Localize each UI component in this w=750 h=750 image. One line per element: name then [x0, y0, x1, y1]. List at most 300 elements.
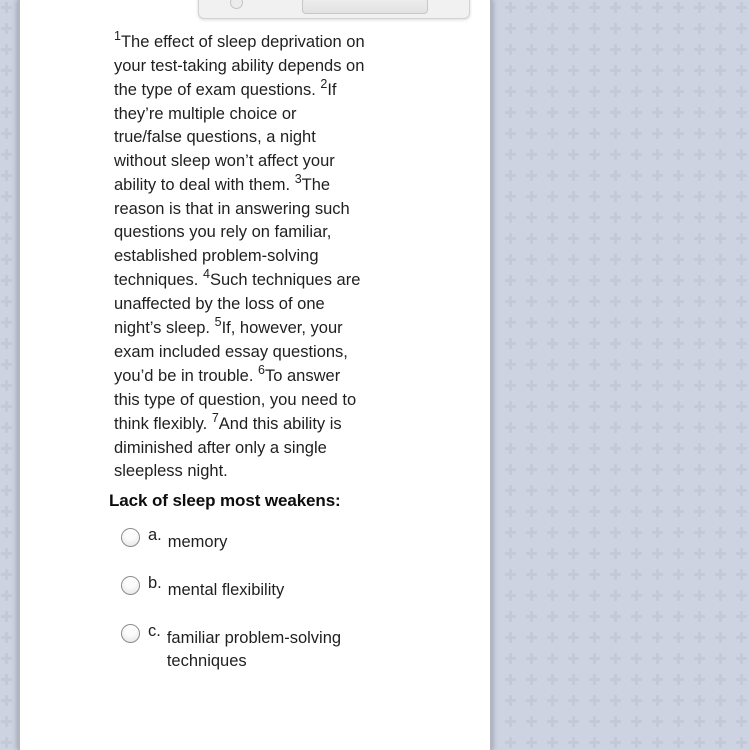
plus-pattern-dot — [547, 2, 558, 13]
plus-pattern-dot — [610, 170, 621, 181]
plus-pattern-dot — [505, 569, 516, 580]
plus-pattern-dot — [736, 401, 747, 412]
plus-pattern-dot — [694, 65, 705, 76]
plus-pattern-dot — [505, 275, 516, 286]
plus-pattern-dot — [526, 443, 537, 454]
plus-pattern-dot — [715, 317, 726, 328]
plus-pattern-dot — [715, 401, 726, 412]
plus-pattern-dot — [568, 695, 579, 706]
plus-pattern-dot — [547, 653, 558, 664]
plus-pattern-dot — [547, 611, 558, 622]
plus-pattern-dot — [652, 128, 663, 139]
plus-pattern-dot — [589, 212, 600, 223]
plus-pattern-dot — [505, 590, 516, 601]
plus-pattern-dot — [505, 338, 516, 349]
plus-pattern-dot — [694, 44, 705, 55]
plus-pattern-dot — [547, 254, 558, 265]
option-row[interactable] — [109, 573, 409, 599]
plus-pattern-dot — [694, 590, 705, 601]
plus-pattern-dot — [736, 443, 747, 454]
plus-pattern-dot — [673, 191, 684, 202]
plus-pattern-dot — [1, 254, 12, 265]
reading-passage — [114, 30, 367, 484]
sentence-number: 3 — [294, 172, 302, 186]
plus-pattern-dot — [547, 695, 558, 706]
plus-pattern-dot — [589, 401, 600, 412]
plus-pattern-dot — [736, 506, 747, 517]
plus-pattern-dot — [1, 233, 12, 244]
plus-pattern-dot — [526, 653, 537, 664]
plus-pattern-dot — [652, 233, 663, 244]
plus-pattern-dot — [568, 338, 579, 349]
plus-pattern-dot — [610, 296, 621, 307]
plus-pattern-dot — [589, 632, 600, 643]
plus-pattern-dot — [631, 275, 642, 286]
plus-pattern-dot — [568, 401, 579, 412]
plus-pattern-dot — [736, 2, 747, 13]
plus-pattern-dot — [1, 548, 12, 559]
plus-pattern-dot — [568, 632, 579, 643]
plus-pattern-dot — [652, 107, 663, 118]
plus-pattern-dot — [568, 716, 579, 727]
plus-pattern-dot — [694, 233, 705, 244]
sentence-number: 1 — [114, 29, 121, 43]
sentence-number: 6 — [258, 363, 265, 377]
plus-pattern-dot — [589, 149, 600, 160]
plus-pattern-dot — [736, 422, 747, 433]
plus-pattern-dot — [1, 128, 12, 139]
plus-pattern-dot — [610, 506, 621, 517]
plus-pattern-dot — [631, 128, 642, 139]
plus-pattern-dot — [547, 275, 558, 286]
plus-pattern-dot — [589, 506, 600, 517]
plus-pattern-dot — [547, 170, 558, 181]
plus-pattern-dot — [589, 548, 600, 559]
plus-pattern-dot — [736, 632, 747, 643]
plus-pattern-dot — [1, 590, 12, 601]
plus-pattern-dot — [652, 590, 663, 601]
plus-pattern-dot — [1, 506, 12, 517]
plus-pattern-dot — [1, 191, 12, 202]
plus-pattern-dot — [610, 128, 621, 139]
plus-pattern-dot — [631, 317, 642, 328]
plus-pattern-dot — [526, 86, 537, 97]
plus-pattern-dot — [589, 317, 600, 328]
plus-pattern-dot — [631, 737, 642, 748]
plus-pattern-dot — [673, 233, 684, 244]
plus-pattern-dot — [610, 65, 621, 76]
plus-pattern-dot — [589, 233, 600, 244]
plus-pattern-dot — [568, 422, 579, 433]
plus-pattern-dot — [673, 44, 684, 55]
plus-pattern-dot — [526, 107, 537, 118]
plus-pattern-dot — [715, 296, 726, 307]
sentence-text: If, however, your exam included essay questions, you’d be in trouble. — [114, 319, 348, 385]
sentence-number: 5 — [214, 315, 222, 329]
plus-pattern-dot — [589, 674, 600, 685]
plus-pattern-dot — [631, 296, 642, 307]
plus-pattern-dot — [736, 695, 747, 706]
sentence-number: 4 — [203, 267, 210, 281]
plus-pattern-dot — [505, 359, 516, 370]
plus-pattern-dot — [568, 590, 579, 601]
plus-pattern-dot — [631, 380, 642, 391]
plus-pattern-dot — [736, 338, 747, 349]
plus-pattern-dot — [505, 170, 516, 181]
plus-pattern-dot — [736, 65, 747, 76]
plus-pattern-dot — [631, 653, 642, 664]
plus-pattern-dot — [673, 170, 684, 181]
plus-pattern-dot — [610, 611, 621, 622]
plus-pattern-dot — [694, 674, 705, 685]
plus-pattern-dot — [652, 632, 663, 643]
plus-pattern-dot — [694, 464, 705, 475]
plus-pattern-dot — [694, 401, 705, 412]
plus-pattern-dot — [505, 233, 516, 244]
plus-pattern-dot — [547, 590, 558, 601]
plus-pattern-dot — [694, 212, 705, 223]
plus-pattern-dot — [589, 44, 600, 55]
plus-pattern-dot — [1, 716, 12, 727]
option-radio[interactable] — [121, 576, 140, 595]
plus-pattern-dot — [610, 359, 621, 370]
plus-pattern-dot — [1, 2, 12, 13]
plus-pattern-dot — [694, 254, 705, 265]
plus-pattern-dot — [715, 674, 726, 685]
plus-pattern-dot — [652, 23, 663, 34]
plus-pattern-dot — [547, 44, 558, 55]
plus-pattern-dot — [547, 716, 558, 727]
plus-pattern-dot — [526, 485, 537, 496]
plus-pattern-dot — [715, 23, 726, 34]
plus-pattern-dot — [694, 506, 705, 517]
plus-pattern-dot — [1, 422, 12, 433]
plus-pattern-dot — [715, 128, 726, 139]
plus-pattern-dot — [526, 716, 537, 727]
plus-pattern-dot — [568, 149, 579, 160]
plus-pattern-dot — [631, 590, 642, 601]
plus-pattern-dot — [715, 485, 726, 496]
plus-pattern-dot — [673, 737, 684, 748]
plus-pattern-dot — [526, 380, 537, 391]
plus-pattern-dot — [526, 2, 537, 13]
plus-pattern-dot — [610, 254, 621, 265]
plus-pattern-dot — [1, 65, 12, 76]
plus-pattern-dot — [505, 149, 516, 160]
plus-pattern-dot — [568, 296, 579, 307]
sentence-text: And this ability is diminished after only a single sleepless night. — [114, 415, 342, 480]
plus-pattern-dot — [736, 380, 747, 391]
plus-pattern-dot — [589, 569, 600, 580]
plus-pattern-dot — [505, 443, 516, 454]
plus-pattern-dot — [568, 65, 579, 76]
plus-pattern-dot — [673, 590, 684, 601]
option-letter: c. — [148, 621, 161, 640]
plus-pattern-dot — [715, 653, 726, 664]
plus-pattern-dot — [547, 359, 558, 370]
plus-pattern-dot — [610, 44, 621, 55]
plus-pattern-dot — [736, 590, 747, 601]
plus-pattern-dot — [526, 23, 537, 34]
plus-pattern-dot — [610, 191, 621, 202]
plus-pattern-dot — [568, 212, 579, 223]
plus-pattern-dot — [568, 191, 579, 202]
sentence-number: 7 — [211, 411, 219, 425]
plus-pattern-dot — [505, 716, 516, 727]
plus-pattern-dot — [526, 359, 537, 370]
question-prompt: Lack of sleep most weakens: — [109, 490, 341, 510]
plus-pattern-dot — [715, 611, 726, 622]
plus-pattern-dot — [547, 422, 558, 433]
plus-pattern-dot — [1, 611, 12, 622]
plus-pattern-dot — [631, 233, 642, 244]
plus-pattern-dot — [610, 695, 621, 706]
plus-pattern-dot — [736, 275, 747, 286]
plus-pattern-dot — [1, 380, 12, 391]
plus-pattern-dot — [505, 191, 516, 202]
plus-pattern-dot — [547, 632, 558, 643]
plus-pattern-dot — [631, 569, 642, 580]
option-radio[interactable] — [121, 528, 140, 547]
plus-pattern-dot — [652, 317, 663, 328]
plus-pattern-dot — [673, 338, 684, 349]
plus-pattern-dot — [1, 107, 12, 118]
option-text: mental flexibility — [167, 580, 285, 599]
plus-pattern-dot — [694, 275, 705, 286]
plus-pattern-dot — [1, 86, 12, 97]
plus-pattern-dot — [1, 275, 12, 286]
plus-pattern-dot — [1, 212, 12, 223]
plus-pattern-dot — [715, 716, 726, 727]
plus-pattern-dot — [610, 212, 621, 223]
plus-pattern-dot — [1, 170, 12, 181]
plus-pattern-dot — [715, 149, 726, 160]
plus-pattern-dot — [526, 548, 537, 559]
plus-pattern-dot — [547, 191, 558, 202]
plus-pattern-dot — [589, 128, 600, 139]
plus-pattern-dot — [610, 527, 621, 538]
plus-pattern-dot — [1, 44, 12, 55]
plus-pattern-dot — [694, 338, 705, 349]
plus-pattern-dot — [715, 212, 726, 223]
plus-pattern-dot — [547, 485, 558, 496]
plus-pattern-dot — [547, 86, 558, 97]
plus-pattern-dot — [610, 86, 621, 97]
plus-pattern-dot — [715, 632, 726, 643]
plus-pattern-dot — [652, 191, 663, 202]
plus-pattern-dot — [610, 401, 621, 412]
plus-pattern-dot — [568, 275, 579, 286]
plus-pattern-dot — [652, 653, 663, 664]
plus-pattern-dot — [715, 569, 726, 580]
plus-pattern-dot — [547, 107, 558, 118]
plus-pattern-dot — [631, 44, 642, 55]
plus-pattern-dot — [673, 296, 684, 307]
sentence-text: Such techniques are unaffected by the loss of one night’s sleep. — [114, 271, 361, 337]
plus-pattern-dot — [631, 401, 642, 412]
plus-pattern-dot — [715, 233, 726, 244]
plus-pattern-dot — [568, 23, 579, 34]
plus-pattern-dot — [673, 65, 684, 76]
plus-pattern-dot — [673, 275, 684, 286]
plus-pattern-dot — [736, 317, 747, 328]
plus-pattern-dot — [1, 464, 12, 475]
plus-pattern-dot — [547, 128, 558, 139]
plus-pattern-dot — [547, 149, 558, 160]
plus-pattern-dot — [694, 149, 705, 160]
top-button[interactable] — [302, 0, 428, 14]
plus-pattern-dot — [652, 401, 663, 412]
plus-pattern-dot — [547, 464, 558, 475]
plus-pattern-dot — [631, 674, 642, 685]
plus-pattern-dot — [694, 170, 705, 181]
plus-pattern-dot — [1, 653, 12, 664]
plus-pattern-dot — [631, 443, 642, 454]
plus-pattern-dot — [694, 527, 705, 538]
plus-pattern-dot — [1, 149, 12, 160]
plus-pattern-dot — [610, 317, 621, 328]
plus-pattern-dot — [547, 548, 558, 559]
plus-pattern-dot — [673, 149, 684, 160]
plus-pattern-dot — [736, 485, 747, 496]
plus-pattern-dot — [673, 128, 684, 139]
plus-pattern-dot — [673, 107, 684, 118]
plus-pattern-dot — [652, 65, 663, 76]
plus-pattern-dot — [526, 422, 537, 433]
plus-pattern-dot — [505, 86, 516, 97]
plus-pattern-dot — [694, 632, 705, 643]
plus-pattern-dot — [715, 527, 726, 538]
plus-pattern-dot — [589, 443, 600, 454]
plus-pattern-dot — [526, 233, 537, 244]
plus-pattern-dot — [610, 737, 621, 748]
plus-pattern-dot — [652, 464, 663, 475]
plus-pattern-dot — [589, 464, 600, 475]
question-content — [109, 30, 409, 695]
plus-pattern-dot — [610, 548, 621, 559]
plus-pattern-dot — [631, 212, 642, 223]
plus-pattern-dot — [547, 674, 558, 685]
plus-pattern-dot — [589, 86, 600, 97]
plus-pattern-dot — [547, 380, 558, 391]
plus-pattern-dot — [547, 23, 558, 34]
sentence-text: The effect of sleep deprivation on your test-taking ability depends on the type of exam questions. — [114, 33, 365, 99]
plus-pattern-dot — [526, 275, 537, 286]
plus-pattern-dot — [694, 107, 705, 118]
plus-pattern-dot — [715, 590, 726, 601]
plus-pattern-dot — [505, 611, 516, 622]
plus-pattern-dot — [715, 506, 726, 517]
plus-pattern-dot — [526, 296, 537, 307]
plus-pattern-dot — [1, 338, 12, 349]
plus-pattern-dot — [694, 548, 705, 559]
sentence-text: If they’re multiple choice or true/false questions, a night without sleep won’t affect your ability to deal with them. — [114, 81, 337, 194]
plus-pattern-dot — [715, 107, 726, 118]
option-letter: a. — [148, 525, 162, 544]
plus-pattern-dot — [736, 716, 747, 727]
plus-pattern-dot — [736, 737, 747, 748]
plus-pattern-dot — [715, 548, 726, 559]
plus-pattern-dot — [589, 338, 600, 349]
plus-pattern-dot — [694, 86, 705, 97]
option-text: familiar problem-solving techniques — [166, 628, 342, 670]
partial-radio-button[interactable] — [230, 0, 243, 9]
plus-pattern-dot — [568, 380, 579, 391]
plus-pattern-dot — [526, 506, 537, 517]
plus-pattern-dot — [610, 653, 621, 664]
option-row[interactable] — [109, 525, 409, 551]
plus-pattern-dot — [505, 401, 516, 412]
plus-pattern-dot — [547, 401, 558, 412]
plus-pattern-dot — [715, 737, 726, 748]
plus-pattern-dot — [1, 485, 12, 496]
plus-pattern-dot — [589, 590, 600, 601]
plus-pattern-dot — [547, 317, 558, 328]
plus-pattern-dot — [631, 485, 642, 496]
plus-pattern-dot — [505, 737, 516, 748]
plus-pattern-dot — [736, 464, 747, 475]
plus-pattern-dot — [673, 380, 684, 391]
plus-pattern-dot — [631, 716, 642, 727]
plus-pattern-dot — [610, 338, 621, 349]
plus-pattern-dot — [505, 464, 516, 475]
plus-pattern-dot — [568, 443, 579, 454]
plus-pattern-dot — [1, 359, 12, 370]
plus-pattern-dot — [589, 611, 600, 622]
plus-pattern-dot — [526, 191, 537, 202]
plus-pattern-dot — [505, 23, 516, 34]
plus-pattern-dot — [589, 380, 600, 391]
plus-pattern-dot — [610, 632, 621, 643]
plus-pattern-dot — [547, 443, 558, 454]
plus-pattern-dot — [589, 485, 600, 496]
plus-pattern-dot — [736, 548, 747, 559]
plus-pattern-dot — [673, 569, 684, 580]
plus-pattern-dot — [505, 527, 516, 538]
plus-pattern-dot — [715, 338, 726, 349]
plus-pattern-dot — [568, 44, 579, 55]
plus-pattern-dot — [694, 359, 705, 370]
plus-pattern-dot — [673, 23, 684, 34]
plus-pattern-dot — [652, 443, 663, 454]
plus-pattern-dot — [631, 695, 642, 706]
plus-pattern-dot — [589, 275, 600, 286]
plus-pattern-dot — [736, 86, 747, 97]
option-row[interactable] — [109, 621, 409, 670]
plus-pattern-dot — [652, 338, 663, 349]
plus-pattern-dot — [652, 548, 663, 559]
plus-pattern-dot — [673, 653, 684, 664]
plus-pattern-dot — [631, 107, 642, 118]
plus-pattern-dot — [652, 527, 663, 538]
plus-pattern-dot — [526, 128, 537, 139]
option-radio[interactable] — [121, 624, 140, 643]
quiz-panel — [18, 0, 492, 750]
plus-pattern-dot — [589, 422, 600, 433]
plus-pattern-dot — [505, 107, 516, 118]
plus-pattern-dot — [652, 485, 663, 496]
plus-pattern-dot — [694, 296, 705, 307]
sentence-number: 2 — [320, 77, 328, 91]
plus-pattern-dot — [673, 527, 684, 538]
plus-pattern-dot — [694, 443, 705, 454]
plus-pattern-dot — [736, 44, 747, 55]
plus-pattern-dot — [736, 128, 747, 139]
plus-pattern-dot — [568, 737, 579, 748]
plus-pattern-dot — [736, 653, 747, 664]
plus-pattern-dot — [736, 611, 747, 622]
plus-pattern-dot — [610, 233, 621, 244]
